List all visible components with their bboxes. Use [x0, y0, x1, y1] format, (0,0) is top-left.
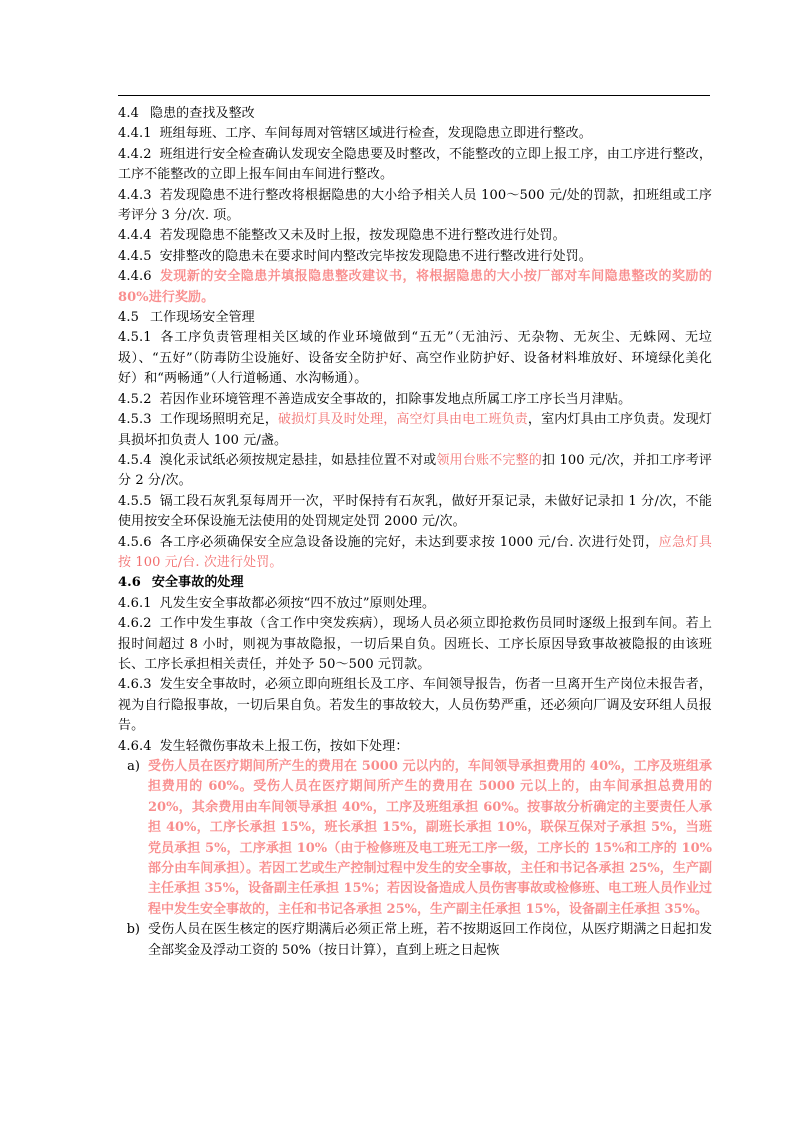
- text-run: 发现新的安全隐患并填报隐患整改建议书，将根据隐患的大小按厂部对车间隐患整改的奖励的 80%进行奖励。: [118, 269, 712, 305]
- list-item-marker: a): [127, 759, 140, 774]
- text-run: 各工序必须确保安全应急设备设施的完好，未达到要求按 1000 元/台. 次进行处罚，: [159, 534, 659, 550]
- text-run: 安排整改的隐患未在要求时间内整改完毕按发现隐患不进行整改进行处罚。: [159, 248, 592, 264]
- text-run: 各工序负责管理相关区域的作业环境做到“五无”（无油污、无杂物、无灰尘、无蛛网、无垃圾）、“五好”（防毒防尘设施好、设备安全防护好、高空作业防护好、设备材料堆放好、环境绿化美化好）和“两畅通”（人行道畅通、水沟畅通）。: [118, 330, 712, 387]
- clause-number: 4.6.4: [118, 738, 152, 754]
- clause-paragraph: [118, 533, 712, 574]
- clause-paragraph: [118, 410, 712, 451]
- text-run: 凡发生安全事故都必须按“四不放过”原则处理。: [159, 595, 436, 611]
- list-item-marker: b): [126, 922, 140, 938]
- clause-paragraph: [118, 328, 712, 389]
- clause-number: 4.6.1: [118, 595, 152, 611]
- clause-number: 4.6.3: [118, 677, 152, 693]
- clause-paragraph: [118, 737, 712, 757]
- clause-paragraph: [118, 675, 712, 736]
- section-number: 4.5: [118, 310, 139, 326]
- text-run: 若因作业环境管理不善造成安全事故的，扣除事发地点所属工序工序长当月津贴。: [159, 391, 632, 407]
- clause-paragraph: [118, 492, 712, 533]
- text-run: 若发现隐患不进行整改将根据隐患的大小给予相关人员 100～500 元/处的罚款，扣班组或工序考评分 3 分/次. 项。: [118, 187, 712, 224]
- text-run: 发生安全事故时，必须立即向班组长及工序、车间领导报告，伤者一旦离开生产岗位未报告者，视为自行隐报事故，一切后果自负。若发生的事故较大，人员伤势严重，还必须向厂调及安环组人员报告。: [118, 677, 712, 734]
- text-run: ，室内灯具由工序负责。发现灯具损坏扣负责人 100 元/盏。: [118, 412, 713, 448]
- section-heading: [118, 308, 712, 328]
- text-run: 破损灯具及时处理，高空灯具由电工班负责: [278, 412, 528, 428]
- clause-paragraph: [118, 124, 712, 144]
- section-heading: [118, 104, 712, 124]
- clause-number: 4.4.2: [118, 146, 152, 162]
- text-run: 班组进行安全检查确认发现安全隐患要及时整改，不能整改的立即上报工序，由工序进行整改，工序不能整改的立即上报车间由车间进行整改。: [118, 146, 712, 183]
- clause-paragraph: [118, 594, 712, 614]
- section-number: 4.6: [118, 575, 141, 591]
- text-run: 领用台账不完整的: [436, 452, 542, 468]
- clause-paragraph: [118, 267, 712, 308]
- text-run: 工作现场照明充足，: [159, 412, 279, 428]
- section-title: 隐患的查找及整改: [149, 106, 255, 121]
- page-header-band: [0, 0, 793, 96]
- text-run: 工作中发生事故（含工作中突发疾病），现场人员必须立即抢救伤员同时逐级上报到车间。若上报时间超过 8 小时，则视为事故隐报，一切后果自负。因班长、工序长原因导致事故被隐报的由该班长、工序长承担相关责任，并处予 50～500 元罚款。: [118, 616, 712, 672]
- text-run: 扣 100 元/次，并扣工序考评分 2 分/次。: [118, 452, 712, 489]
- clause-paragraph: [118, 614, 712, 675]
- text-run: 若发现隐患不能整改又未及时上报，按发现隐患不进行整改进行处罚。: [159, 228, 566, 244]
- document-body: [118, 104, 712, 961]
- clause-paragraph: [118, 186, 712, 227]
- clause-number: 4.4.3: [118, 187, 152, 203]
- clause-number: 4.5.3: [118, 412, 152, 428]
- list-item: [118, 757, 712, 920]
- clause-number: 4.5.1: [118, 330, 152, 346]
- clause-number: 4.6.2: [118, 616, 152, 632]
- list-item-body: [148, 757, 712, 920]
- clause-paragraph: [118, 390, 712, 410]
- clause-number: 4.5.2: [118, 391, 152, 407]
- list-item-body: [148, 920, 712, 961]
- clause-number: 4.5.5: [118, 493, 152, 509]
- section-heading: [118, 573, 712, 593]
- clause-paragraph: [118, 226, 712, 246]
- section-number: 4.4: [118, 106, 139, 121]
- text-run: 受伤人员在医生核定的医疗期满后必须正常上班，若不按期返回工作岗位，从医疗期满之日起扣发全部奖金及浮动工资的 50%（按日计算），直到上班之日起恢: [148, 922, 712, 958]
- text-run: 镉工段石灰乳泵每周开一次，平时保持有石灰乳，做好开泵记录，未做好记录扣 1 分/次，不能使用按安全环保设施无法使用的处罚规定处罚 2000 元/次。: [118, 493, 712, 530]
- clause-number: 4.5.6: [118, 534, 152, 550]
- clause-number: 4.5.4: [118, 452, 152, 468]
- clause-paragraph: [118, 145, 712, 186]
- clause-number: 4.4.1: [118, 126, 152, 142]
- clause-number: 4.4.6: [118, 269, 152, 285]
- text-run: 溴化汞试纸必须按规定悬挂，如悬挂位置不对或: [159, 452, 437, 468]
- clause-number: 4.4.4: [118, 228, 152, 244]
- section-title: 工作现场安全管理: [149, 310, 255, 326]
- clause-number: 4.4.5: [118, 248, 152, 264]
- text-run: 班组每班、工序、车间每周对管辖区域进行检查，发现隐患立即进行整改。: [159, 126, 592, 142]
- section-title: 安全事故的处理: [151, 575, 244, 591]
- text-run: 发生轻微伤事故未上报工伤，按如下处理：: [159, 738, 409, 754]
- clause-paragraph: [118, 451, 712, 492]
- clause-paragraph: [118, 247, 712, 267]
- text-run: 应急灯具按 100 元/台. 次进行处罚。: [118, 534, 712, 570]
- list-item: [118, 920, 712, 961]
- text-run: 受伤人员在医疗期间所产生的费用在 5000 元以内的，车间领导承担费用的 40%，工序及班组承担费用的 60%。受伤人员在医疗期间所产生的费用在 5000 元以上的，由车间承担总费用的 20%，其余费用由车间领导承担 40%，工序及班组承担 60%。按事故分析确定的主要责任人承担 40%，工序长承担 15%，班长承担 15%，副班长承担 10%，联保互保对子承担 5%，当班党员承担 5%，工序承担 10%（由于检修班及电工班无工序一级，工序长的 15%和工序的 10%部分由车间承担）。若因工艺或生产控制过程中发生的安全事故，主任和书记各承担 25%，生产副主任承担 35%，设备副主任承担 15%；若因设备造成人员伤害事故或检修班、电工班人员作业过程中发生安全事故的，主任和书记各承担 25%，生产副主任承担 15%，设备副主任承担 35%。: [148, 759, 712, 917]
- header-rule: [118, 95, 710, 96]
